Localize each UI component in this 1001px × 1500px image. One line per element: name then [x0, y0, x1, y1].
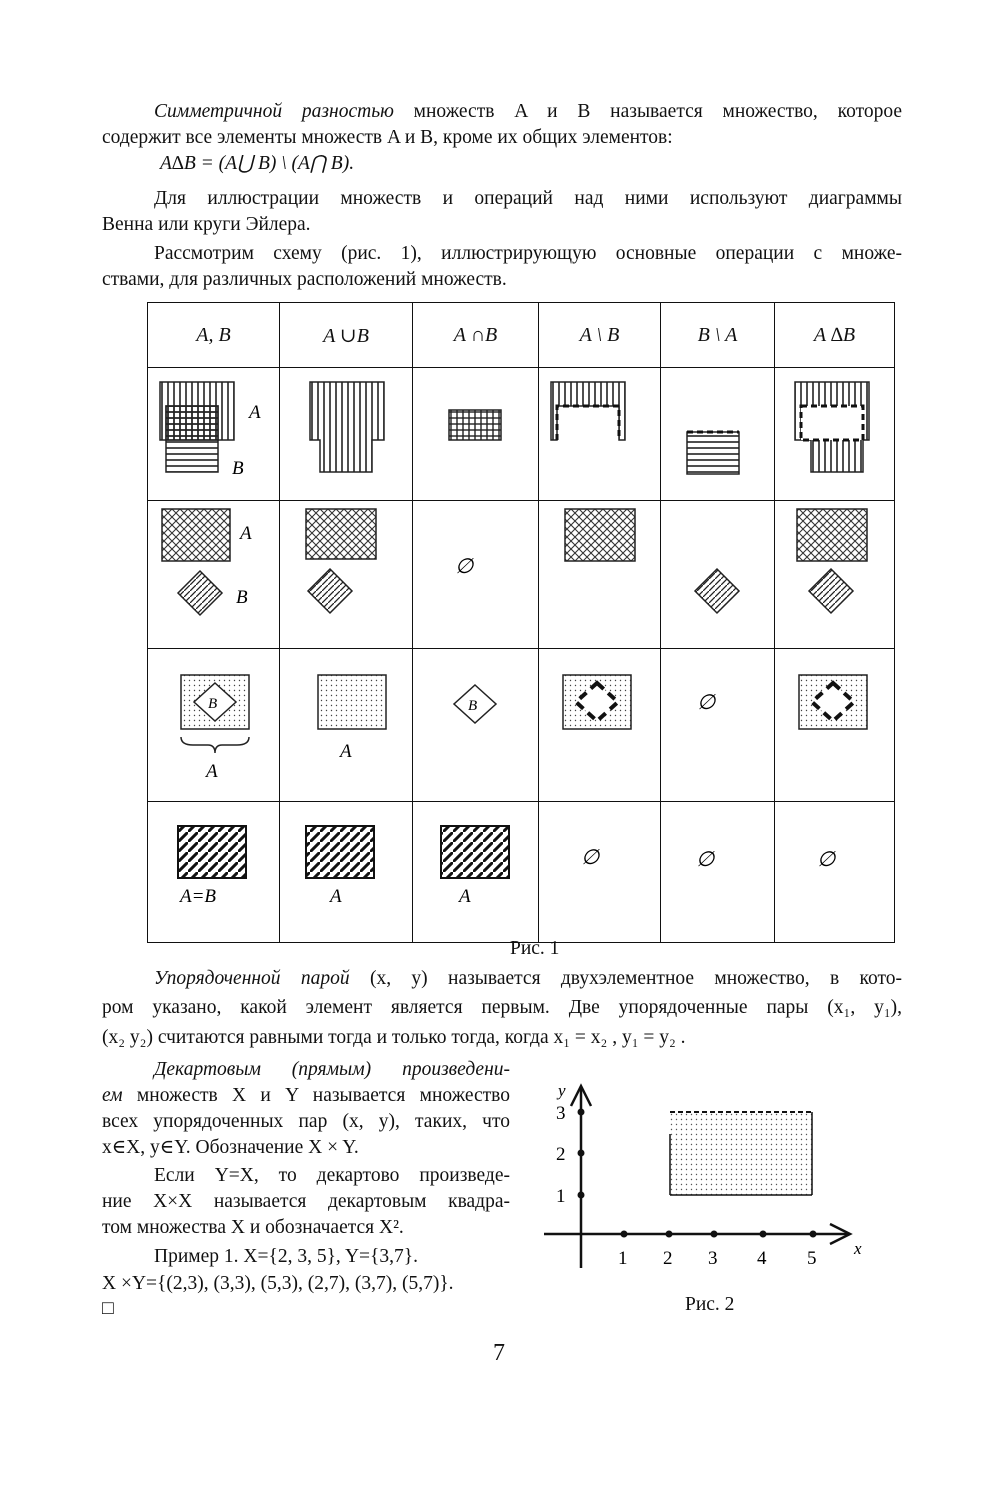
row4-symdiff [775, 802, 895, 943]
row3-b-minus-a [661, 649, 775, 802]
label-b: B [232, 458, 244, 479]
row2-symdiff [775, 501, 895, 649]
symdiff-hole [801, 406, 863, 440]
row1-b-minus-a [661, 368, 775, 501]
row3-a-b [148, 649, 280, 802]
pair-line1 [154, 966, 902, 992]
y-axis-label: y [558, 1081, 566, 1100]
symdiff-formula: A∆B = (A⋃ B) \ (A⋂ B). [160, 153, 355, 174]
scheme-line1: Рассмотрим схему (рис. 1), иллюстрирующую основные операции с множе- [154, 243, 902, 264]
cart-line0 [154, 1057, 510, 1083]
row1-a-b [148, 368, 280, 501]
label-a: A [249, 402, 261, 423]
row2-a-minus-b [539, 501, 661, 649]
label-a: A [459, 886, 471, 907]
end-mark: □ [102, 1298, 114, 1319]
empty-set-symbol: ∅ [455, 554, 474, 578]
empty-set-symbol: ∅ [817, 847, 836, 871]
cart-line2: всех упорядоченных пар (x, y), таких, что [102, 1111, 510, 1132]
label-a: A [330, 886, 342, 907]
label-b: B [236, 587, 248, 608]
cart-term-a: Декартовым (прямым) произведени- [154, 1059, 510, 1080]
row4-a-b [148, 802, 280, 943]
row4-a-minus-b [539, 802, 661, 943]
y-tick-1: 1 [556, 1186, 566, 1207]
row3-symdiff [775, 649, 895, 802]
square-line3: том множества X и обозначается X². [102, 1217, 404, 1238]
symdiff-paragraph [102, 99, 902, 125]
header-union: A ∪B [280, 303, 413, 368]
y-tick-2: 2 [556, 1144, 566, 1165]
symdiff-term: Симметричной разностью [154, 101, 394, 122]
set-a-b-shape [178, 826, 246, 878]
header-symdiff: A ∆B [775, 303, 895, 368]
row3-intersection [413, 649, 539, 802]
row1-intersection [413, 368, 539, 501]
scheme-line2: ствами, для различных расположений множеств. [102, 269, 507, 290]
brace-icon [181, 737, 249, 753]
set-a-shape [162, 509, 230, 561]
pair-line1-rest: (x, y) называется двухэлементное множество, в кото- [349, 968, 902, 989]
row3-union [280, 649, 413, 802]
cart-line1 [102, 1083, 510, 1109]
header-b-minus-a: B \ A [661, 303, 775, 368]
row1-union [280, 368, 413, 501]
row1-symdiff [775, 368, 895, 501]
cart-term-b: ем [102, 1085, 123, 1106]
empty-set-symbol: ∅ [697, 690, 716, 714]
square-line2: ние X×X называется декартовым квадра- [102, 1191, 510, 1212]
pair-term: Упорядоченной парой [154, 968, 350, 989]
x-tick-2: 2 [663, 1248, 673, 1269]
x-axis-label: x [854, 1239, 862, 1258]
pair-line2: ром указано, какой элемент является первым. Две упорядоченные пары (x₁, y₁), [102, 997, 902, 1018]
header-a-b: A, B [148, 303, 280, 368]
row4-union [280, 802, 413, 943]
row2-a-b [148, 501, 280, 649]
intersection-shape [449, 410, 501, 440]
set-b-shape [178, 571, 222, 615]
label-a-eq-b: A=B [180, 886, 217, 907]
figure1-table [147, 302, 895, 943]
label-a: A [206, 761, 218, 782]
square-line1: Если Y=X, то декартово произведе- [154, 1165, 510, 1186]
x-tick-4: 4 [757, 1248, 767, 1269]
row2-intersection [413, 501, 539, 649]
row4-b-minus-a [661, 802, 775, 943]
label-a: A [340, 741, 352, 762]
x-tick-1: 1 [618, 1248, 628, 1269]
venn-line1: Для иллюстрации множеств и операций над ними используют диаграммы [154, 188, 902, 209]
overlap-shape [166, 406, 218, 440]
union-shape [310, 382, 384, 472]
empty-set-symbol: ∅ [696, 847, 715, 871]
page-number: 7 [493, 1340, 505, 1366]
cart-line3: x∈X, y∈Y. Обозначение X × Y. [102, 1137, 359, 1158]
row4-intersection [413, 802, 539, 943]
row3-a-minus-b [539, 649, 661, 802]
label-b: B [468, 698, 478, 714]
header-a-minus-b: A \ B [539, 303, 661, 368]
symdiff-line1: множеств A и B называется множество, которое [393, 101, 902, 122]
label-a: A [240, 523, 252, 544]
header-intersection: A ∩B [413, 303, 539, 368]
label-b: B [208, 696, 218, 712]
x-tick-3: 3 [708, 1248, 718, 1269]
empty-set-symbol: ∅ [581, 845, 600, 869]
row1-a-minus-b [539, 368, 661, 501]
figure2-caption: Рис. 2 [685, 1294, 735, 1315]
product-region [670, 1112, 812, 1195]
row2-b-minus-a [661, 501, 775, 649]
x-tick-5: 5 [807, 1248, 817, 1269]
figure1-caption: Рис. 1 [510, 938, 560, 959]
a-minus-b-dashed-edge [557, 406, 619, 440]
row2-union [280, 501, 413, 649]
venn-line2: Венна или круги Эйлера. [102, 214, 311, 235]
cart-line1-rest: множеств X и Y называется множество [122, 1085, 510, 1106]
example-line2: X ×Y={(2,3), (3,3), (5,3), (2,7), (3,7), (5,7)}. [102, 1273, 454, 1294]
example-line1: Пример 1. X={2, 3, 5}, Y={3,7}. [154, 1246, 419, 1267]
figure2-plot [530, 1078, 870, 1278]
symdiff-line2: содержит все элементы множеств A и B, кроме их общих элементов: [102, 127, 673, 148]
pair-line3: (x₂ y₂) считаются равными тогда и только тогда, когда x₁ = x₂ , y₁ = y₂ . [102, 1027, 686, 1048]
y-tick-3: 3 [556, 1103, 566, 1124]
